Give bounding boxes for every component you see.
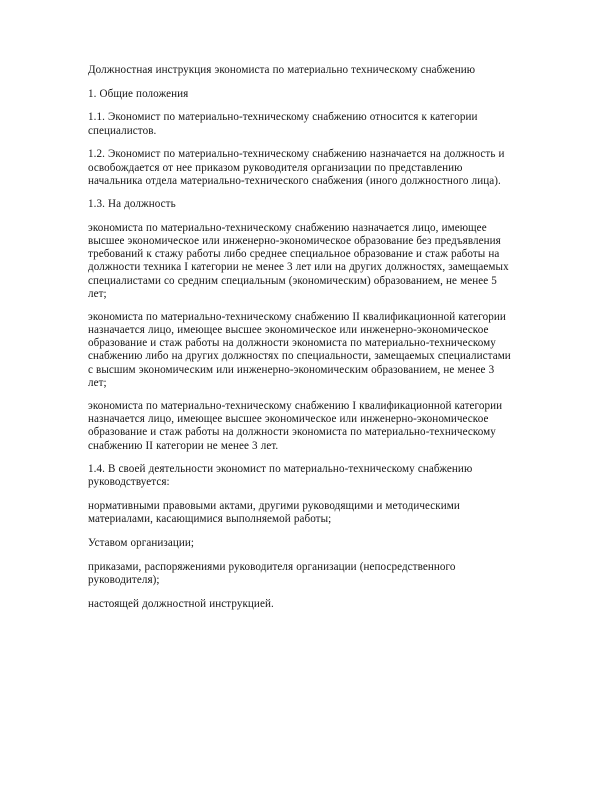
- clause-1-3-item-b: экономиста по материально-техническому снабжению II квалификационной категории назначается лицо, имеющее высшее экономическое или инженерно-экономическое образование и стаж работы на должности экономиста по материально-техническому снабжению либо на других должностях по специальности, замещаемых специалистами с высшим экономическим или инженерно-экономическим образованием, не менее 3 лет;: [88, 311, 514, 389]
- clause-1-3-item-a: экономиста по материально-техническому снабжению назначается лицо, имеющее высшее экономическое или инженерно-экономическое образование без предъявления требований к стажу работы либо среднее специальное образование и стаж работы на должности техника I категории не менее 3 лет или на других должностях, замещаемых специалистами со средним специальным (экономическим) образованием, не менее 5 лет;: [88, 222, 512, 300]
- document-title: Должностная инструкция экономиста по материально техническому снабжению: [88, 64, 476, 76]
- clause-1-4-item-b: Уставом организации;: [88, 536, 195, 549]
- section-heading-1: 1. Общие положения: [88, 87, 189, 100]
- clause-1-4-item-c: приказами, распоряжениями руководителя организации (непосредственного руководителя);: [88, 560, 459, 586]
- clause-1-3: 1.3. На должность: [88, 198, 176, 211]
- clause-1-4-item-d: настоящей должностной инструкцией.: [88, 597, 274, 610]
- document-text-body: [88, 64, 512, 611]
- clause-1-4: 1.4. В своей деятельности экономист по материально-техническому снабжению руководствуется:: [88, 463, 476, 489]
- clause-1-1: 1.1. Экономист по материально-техническому снабжению относится к категории специалистов.: [88, 111, 481, 137]
- clause-1-2: 1.2. Экономист по материально-техническому снабжению назначается на должность и освобождается от нее приказом руководителя организации по представлению начальника отдела материально-технического снабжения (иного должностного лица).: [88, 148, 508, 187]
- clause-1-3-item-c: экономиста по материально-техническому снабжению I квалификационной категории назначается лицо, имеющее высшее экономическое или инженерно-экономическое образование и стаж работы на должности экономиста по материально-техническому снабжению II категории не менее 3 лет.: [88, 400, 506, 452]
- clause-1-4-item-a: нормативными правовыми актами, другими руководящими и методическими материалами, касающимися выполняемой работы;: [88, 500, 463, 526]
